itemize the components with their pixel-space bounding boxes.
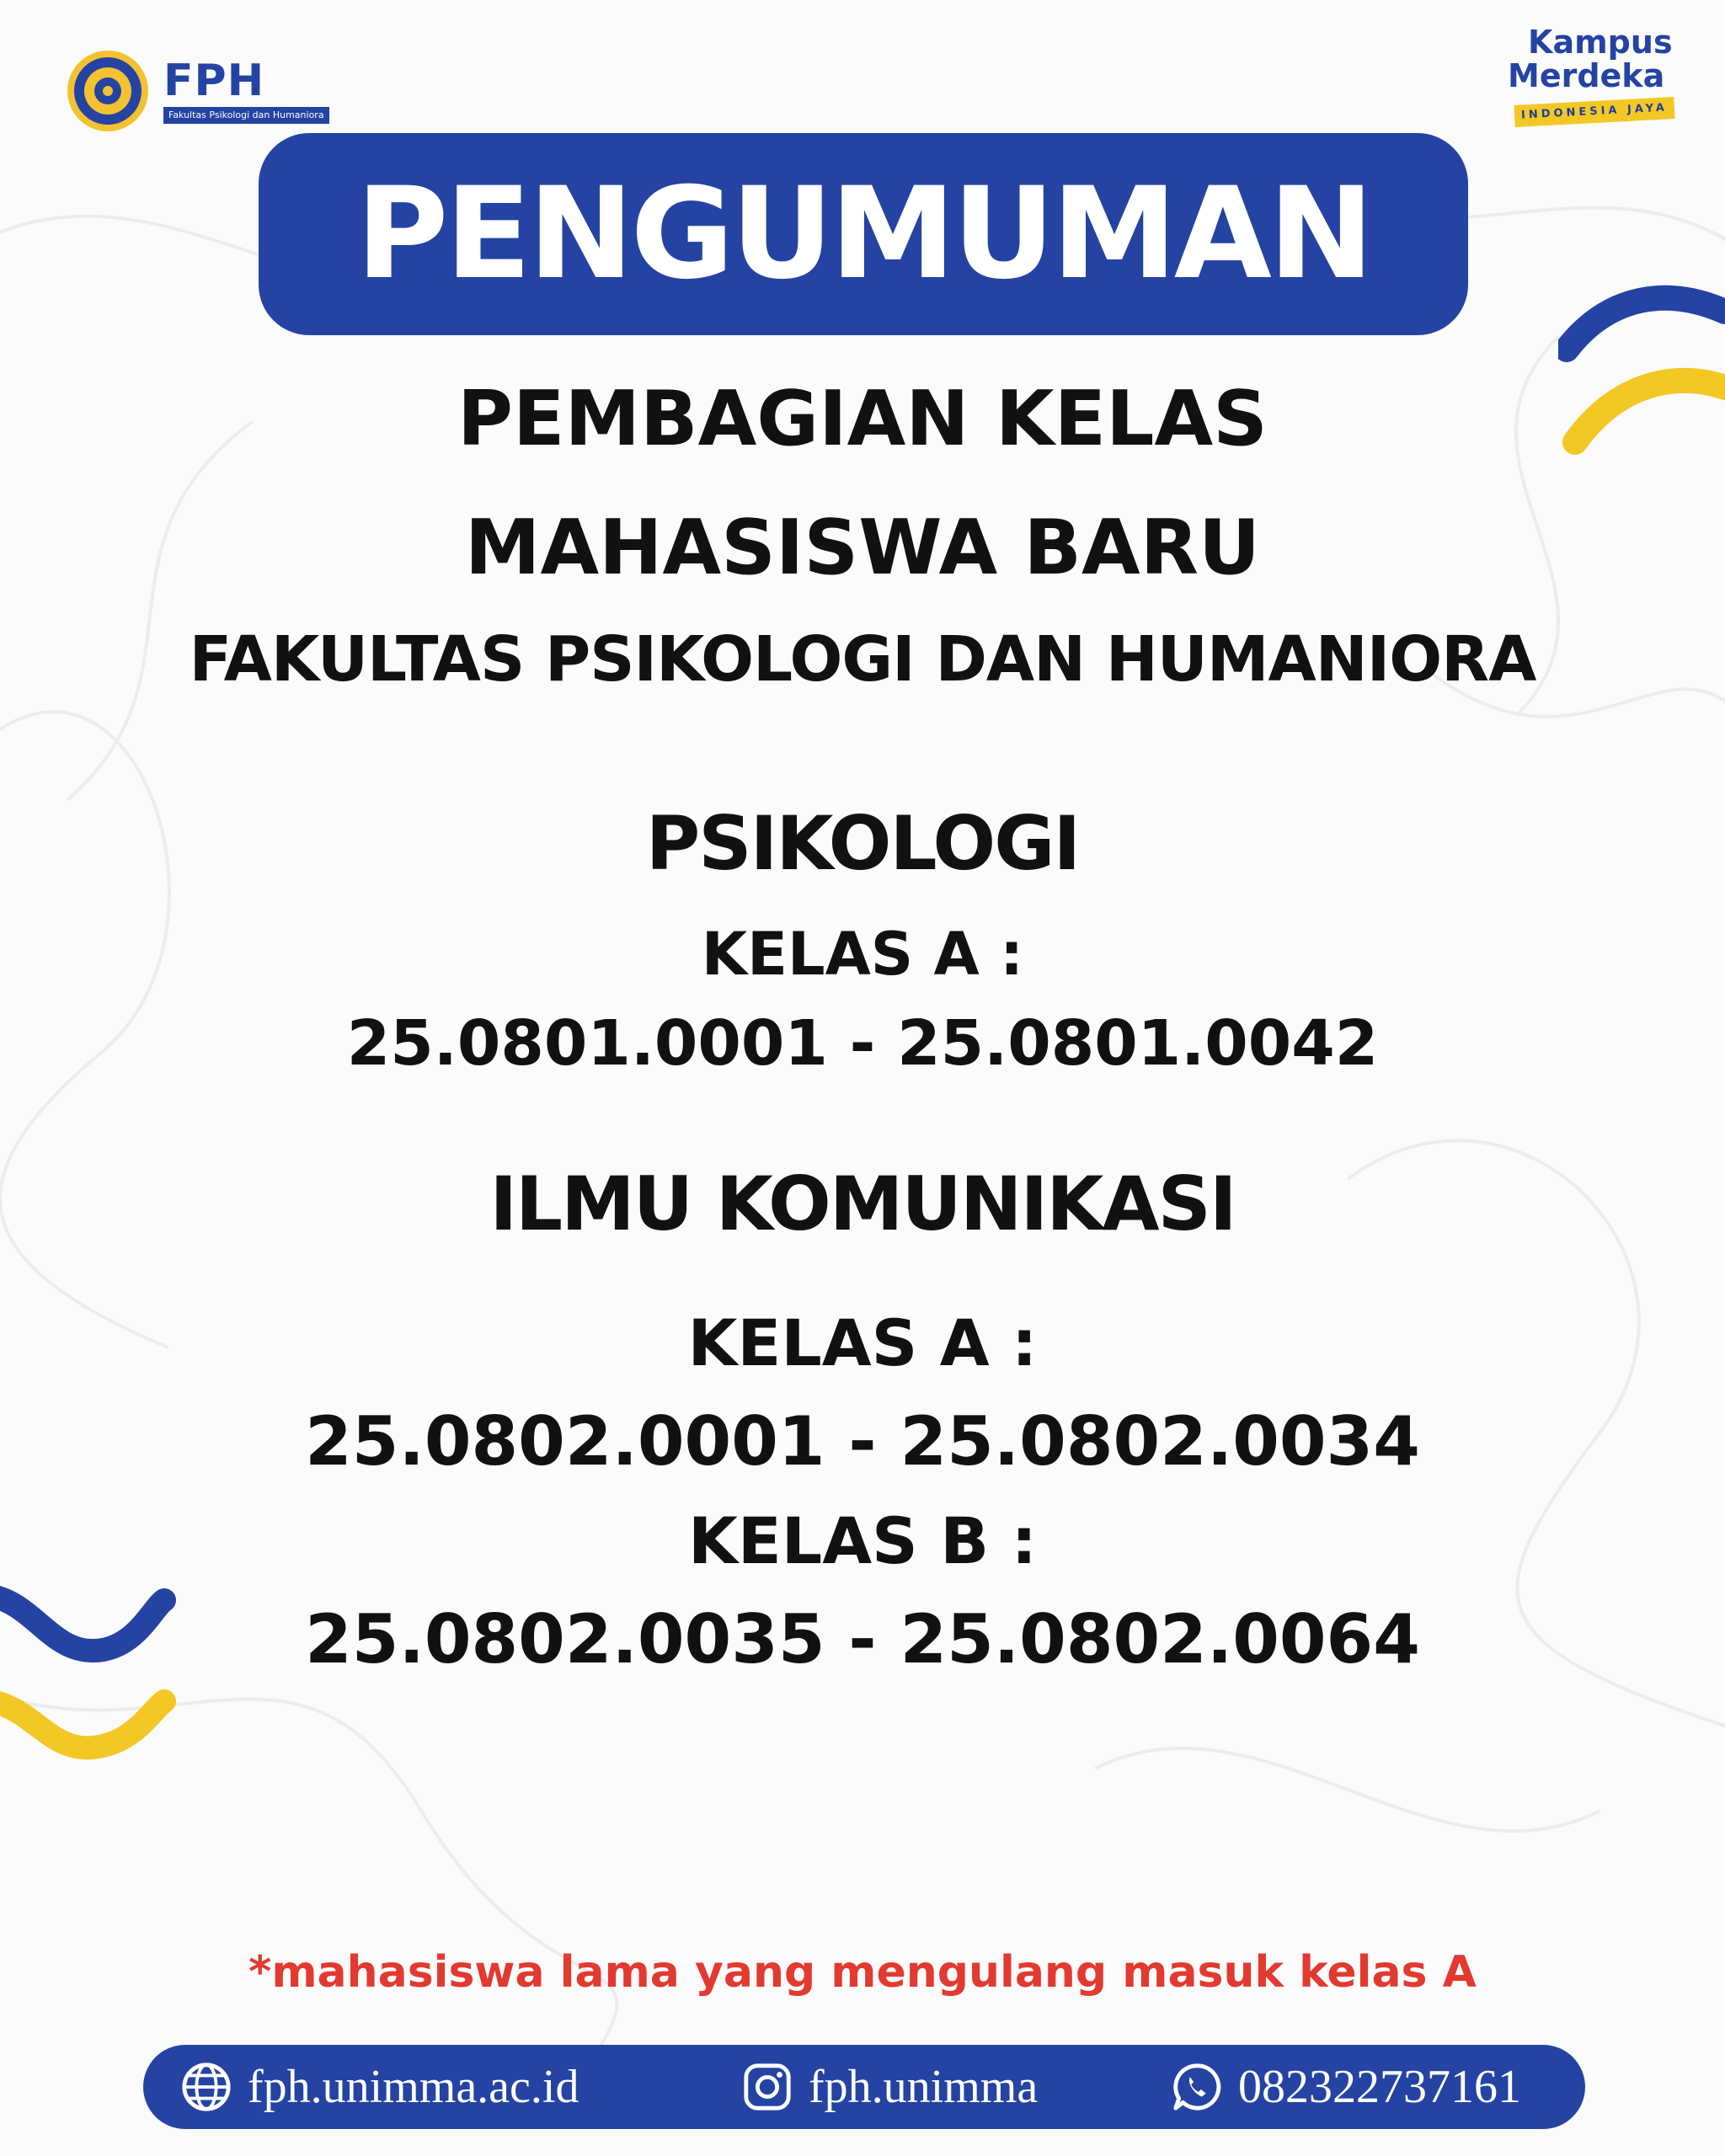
- subtitle-line-2: MAHASISWA BARU: [464, 504, 1261, 592]
- repeat-student-note: *mahasiswa lama yang mengulang masuk kelas A: [248, 1947, 1477, 1998]
- class-range: 25.0801.0001 - 25.0801.0042: [346, 1007, 1379, 1080]
- instagram-icon: [741, 2061, 793, 2113]
- subtitle-line-1: PEMBAGIAN KELAS: [457, 375, 1268, 463]
- fph-logo-text: FPH: [163, 56, 265, 106]
- instagram-text: fph.unimma: [809, 2061, 1039, 2113]
- class-label: KELAS A :: [701, 920, 1024, 989]
- title-banner: [259, 133, 1468, 335]
- class-label: KELAS A :: [687, 1305, 1038, 1380]
- instagram-link[interactable]: [741, 2045, 1038, 2129]
- faculty-name: FAKULTAS PSIKOLOGI DAN HUMANIORA: [189, 623, 1536, 696]
- program-title-psikologi: PSIKOLOGI: [645, 800, 1080, 887]
- kampus-merdeka-logo: [1496, 24, 1681, 133]
- website-text: fph.unimma.ac.id: [248, 2061, 579, 2113]
- whatsapp-text: 082322737161: [1238, 2061, 1521, 2113]
- fph-logo: [66, 49, 329, 133]
- program-title-ilmu-komunikasi: ILMU KOMUNIKASI: [489, 1161, 1236, 1247]
- kampus-merdeka-line2: Merdeka: [1508, 57, 1665, 94]
- kampus-merdeka-sub: INDONESIA JAYA: [1514, 97, 1674, 127]
- class-range: 25.0802.0035 - 25.0802.0064: [305, 1600, 1420, 1678]
- university-seal-icon: [66, 49, 150, 133]
- page-title: PENGUMUMAN: [355, 161, 1371, 307]
- whatsapp-icon: [1171, 2061, 1223, 2113]
- decorative-wave-left: [0, 1575, 177, 1785]
- fph-logo-subtitle: Fakultas Psikologi dan Humaniora: [163, 107, 329, 124]
- class-range: 25.0802.0001 - 25.0802.0034: [305, 1402, 1420, 1481]
- website-link[interactable]: [180, 2045, 579, 2129]
- contact-footer: [143, 2045, 1585, 2129]
- globe-icon: [180, 2061, 232, 2113]
- decorative-wave-right: [1558, 278, 1725, 463]
- kampus-merdeka-line1: Kampus: [1528, 24, 1673, 61]
- class-label: KELAS B :: [687, 1503, 1038, 1578]
- whatsapp-link[interactable]: [1171, 2045, 1521, 2129]
